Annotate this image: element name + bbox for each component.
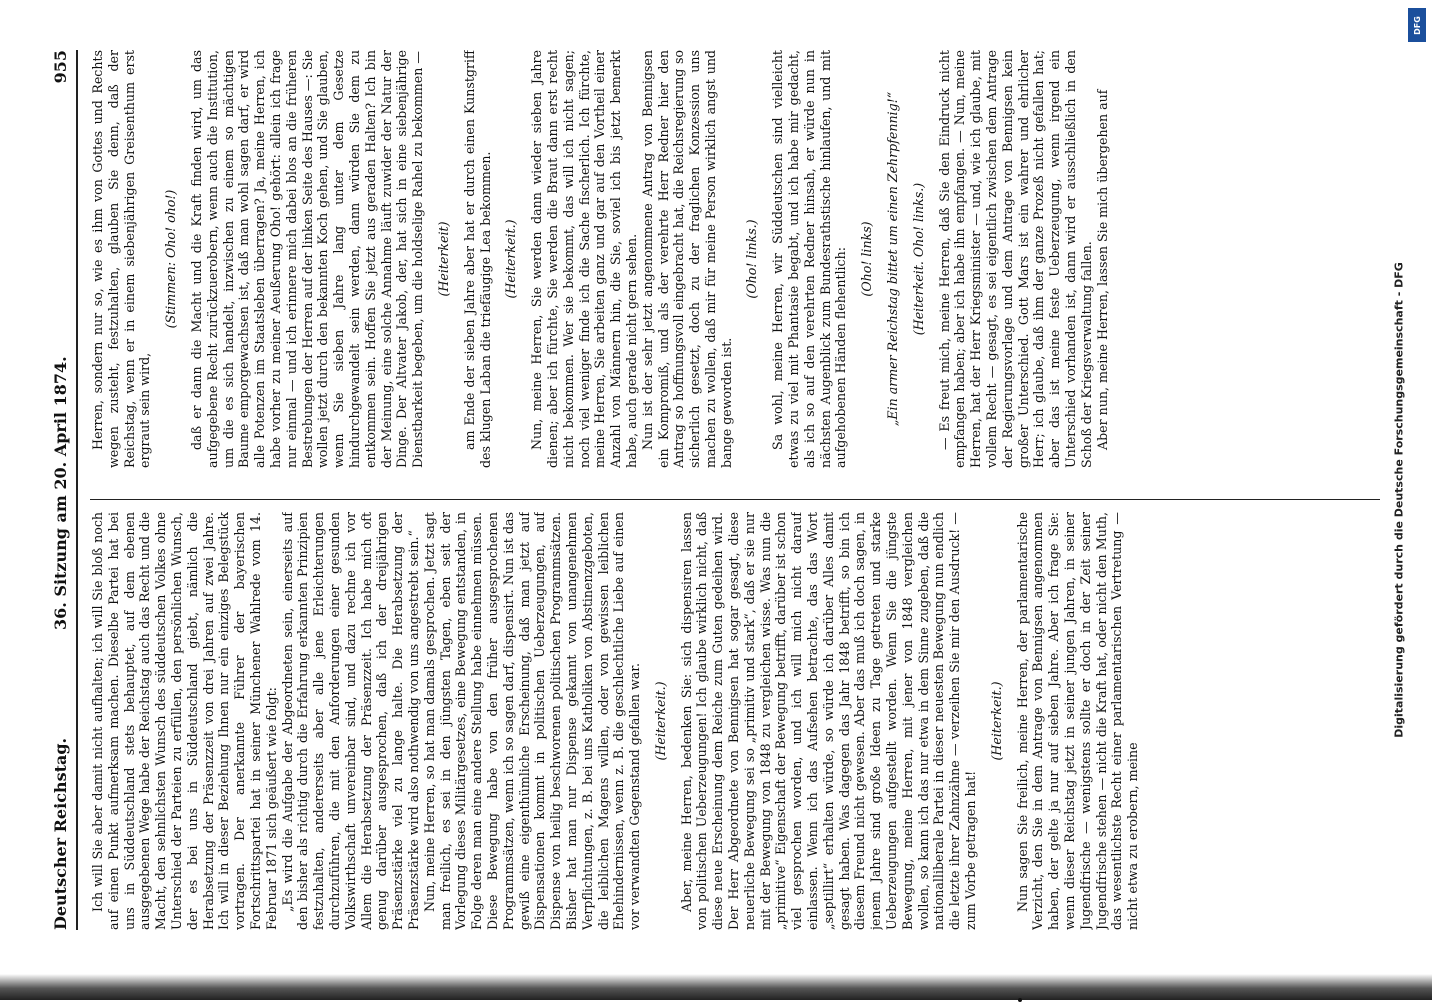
interjection: (Oho! links)	[859, 221, 875, 297]
credit-text: Digitalisierung gefördert durch die Deutsche Forschungsgemeinschaft - DFG	[1392, 262, 1406, 738]
paragraph: Herren, sondern nur so, wie es ihm von Gottes und Rechts wegen zusteht, festzuhalten, glauben Sie denn, daß der Reichstag, wenn er in einem siebenjährigen Greisenthum erst ergraut sein wird,	[90, 50, 153, 468]
paragraph: Nun sagen Sie freilich, meine Herren, der parlamentarische Verzicht, den Sie in dem Antrage von Bennigsen angenommen haben, der gelte ja nur auf sieben Jahre. Aber ich frage Sie: wenn dieser Reichstag jetzt in seiner jungen Jahren, in seiner Jugendfrische — wenigstens sollte er doch in der Zeit seiner Jugendfrische stehen — nicht die Kraft hat, oder nicht den Muth, das wesentlichste Recht einer parlamentarischen Vertretung — nicht etwa zu erobern, meine	[1014, 512, 1141, 930]
paragraph: Sa wohl, meine Herren, wir Süddeutschen sind vielleicht etwas zu viel mit Phantasie begabt, und ich habe mir gedacht, als ich so auf den verehrten Redner hinsah, er würde nun in nächsten Augenblick zum Bundesrathstische hinlaufen, und mit aufgehobenen Händen flehentlich:	[770, 50, 849, 468]
interjection: (Stimmen: Oho! oho!)	[163, 189, 179, 329]
binding-shadow	[0, 974, 1432, 1000]
digitization-credit	[1386, 20, 1412, 980]
publication-title: Deutscher Reichstag.	[51, 737, 70, 930]
interjection: (Heiterkeit.)	[652, 681, 668, 761]
paragraph: Nun, meine Herren, Sie werden dann wieder sieben Jahre dienen; aber ich fürchte, Sie werden die Braut dann erst recht nicht bekommen. Wer sie bekommt, das will ich nicht sagen; noch viel weniger finde ich die Sache fischerlich. Ich fürchte, meine Herren, Sie arbeiten ganz und gar auf den Vortheil einer Anzahl von Männern hin, die Sie, soviel ich bis jetzt bemerkt habe, auch gerade nicht gern sehen.	[529, 50, 639, 468]
paragraph: Ich will Sie aber damit nicht aufhalten; ich will Sie bloß noch auf einen Punkt aufmerksam machen. Dieselbe Partei hat bei uns in Süddeutschland stets behauptet, auf dem ebenen ausgegebenen Wege habe der Reichstag auch das Recht und die Macht, den sehnlichsten Wunsch des süddeutschen Volkes ohne Unterschied der Parteien zu erfüllen, den persönlichen Wunsch, der es bei uns in Süddeutschland giebt, nämlich die Herabsetzung der Präsenzzeit von drei Jahren auf zwei Jahre. Ich will in dieser Beziehung Ihnen nur ein einziges Belegstück vortragen. Der anerkannte Führer der bayerischen Fortschrittspartei hat in seiner Münchener Wahlrede vom 14. Februar 1871 sich geäußert wie folgt:	[90, 512, 279, 930]
paragraph: daß er dann die Macht und die Kraft finden wird, um das aufgegebene Recht zurückzuerobern, wenn auch die Institution, um die es sich handelt, inzwischen zu einem so mächtigen Baume emporgewachsen ist, daß man wohl sagen darf, er wird alle Potenzen im Staatsleben überragen? Ja, meine Herren, ich habe vorher zu meiner Aeußerung Oho! gehört: allein ich frage nur einmal — und ich erinnere mich dabei blos an die früheren Bestrebungen der Herren auf der linken Seite des Hauses —: Sie wollen jetzt durch den bekannten Koch gehen, und Sie glauben, wenn Sie sieben Jahre lang unter dem Gesetze hindurchgewandelt sein werden, dann würden Sie dem zu entkommen sein. Hoffen Sie jetzt aus geraden Halten? Ich bin der Meinung, eine solche Annahme läuft zuwider der Natur der Dinge. Der Altvater Jakob, der, hat sich in eine siebenjährige Dienstbarkeit begeben, um die holdselige Rahel zu bekommen —	[188, 50, 426, 468]
paragraph: Nun ist der sehr jetzt angenommene Antrag von Bennigsen ein Kompromiß, und als der verehrte Herr Redner hier den Antrag so hoffnungsvoll eingebracht hat, die Reichsregierung so sicherlich gesetzt, doch zu der fraglichen Konzession uns machen zu wollen, daß mir für meine Person wirklich angst und bange geworden ist.	[639, 50, 734, 468]
page-number: 955	[51, 50, 70, 84]
interjection: (Heiterkeit.)	[503, 219, 519, 299]
page-header	[40, 50, 78, 930]
paragraph: „Es wird die Aufgabe der Abgeordneten sein, einerseits auf den bisher als richtig durch die Erfahrung erkannten Prinzipien festzuhalten, andererseits aber alle jene Erleichterungen durchzuführen, die mit den Anforderungen einer gesunden Volkswirthschaft unvereinbar sind, und dazu rechne ich vor Allem die Herabsetzung der Präsenzzeit. Ich habe mich oft genug darüber ausgesprochen, daß ich der dreijährigen Präsenzstärke viel zu lange halte. Die Herabsetzung der Präsenzstärke wird also nothwendig von uns angestrebt sein.“	[279, 512, 421, 930]
paragraph: am Ende der sieben Jahre aber hat er durch einen Kunstgriff des klugen Laban die triefäugige Lea bekommen.	[461, 50, 493, 468]
interjection: (Oho! links.)	[744, 219, 760, 299]
quote: „Ein armer Reichstag bittet um einen Zehrpfennig!“	[885, 91, 901, 427]
left-column	[90, 512, 1380, 930]
paragraph: Nun, meine Herren, so hat man damals gesprochen. Jetzt sagt man freilich, es sei in den jüngsten Tagen, eben seit der Vorlegung dieses Militärgesetzes, eine Bewegung entstanden, in Folge deren man eine andere Stellung habe einnehmen müssen. Diese Bewegung habe von den früher ausgesprochenen Programmsätzen, wenn ich so sagen darf, dispensirt. Nun ist das gewiß eine eigenthümliche Erscheinung, daß man jetzt auf Dispensationen kommt in politischen Ueberzeugungen, auf Dispense von heilig beschworenen politischen Programmsätzen. Bisher hat man nur Dispense gekannt von unangenehmen Verpflichtungen, z. B. bei uns Katholiken von Abstinenzgeboten, die leiblichen Magens willen, oder von gewissen leiblichen Ehehindernissen, wenn z. B. die geschlechtliche Liebe auf einen vor verwandten Gegenstand gefallen war.	[421, 512, 643, 930]
paragraph: Aber, meine Herren, bedenken Sie: sich dispensiren lassen von politischen Ueberzeugungen! Ich glaube wirklich nicht, daß diese neue Erscheinung dem Reiche zum Guten gedeihen wird. Der Herr Abgeordnete von Bennigsen hat sogar gesagt, diese neuerliche Bewegung sei so „primitiv und stark“, daß er sie nur mit der Bewegung von 1848 zu vergleichen wisse. Was nun die „primitive“ Eigenschaft der Bewegung betrifft, darüber ist schon viel gesprochen worden, und ich will mich nicht darauf einlassen. Wenn ich das Aufsehen betrachte, das das Wort „septillirt“ erhalten würde, so würde ich darüber Alles damit gesagt haben. Was dagegen das Jahr 1848 betrifft, so bin ich diesem Freund nicht gewesen. Aber das muß ich doch sagen, in jenem Jahre sind große Ideen zu Tage getreten und starke Ueberzeugungen aufgestellt worden. Wenn Sie die jüngste Bewegung, meine Herren, mit jener von 1848 vergleichen wollen, so kann ich das nur etwa in dem Sinne zugeben, daß die nationalliberale Partei in dieser neuesten Bewegung nun endlich die letzte ihrer Zahnzähne — verzeihen Sie mir den Ausdruck! — zum Vorbe getragen hat!	[678, 512, 979, 930]
interjection: (Heiterkeit.)	[988, 681, 1004, 761]
column-divider	[90, 499, 1380, 500]
scan-speck	[1018, 998, 1022, 1002]
right-column	[90, 50, 1380, 468]
dfg-logo: DFG	[1408, 8, 1426, 42]
interjection: (Heiterkeit)	[435, 221, 451, 297]
paragraph: — Es freut mich, meine Herren, daß Sie den Eindruck nicht empfangen haben; aber ich habe ihn empfangen. — Nun, meine Herren, hat der Herr Kriegsminister — und, wie ich glaube, mit vollem Recht — gesagt, es sei eigentlich zwischen dem Antrage der Regierungsvorlage und dem Antrage von Bennigsen kein großer Unterschied. Gott Mars ist ein wahrer und ehrlicher Herr; ich glaube, daß ihm der ganze Prozeß nicht gefallen hat; aber das ist meine feste Ueberzeugung, wenn irgend ein Unterschied vorhanden ist, dann wird er ausschließlich in den Schoß der Kriegsverwaltung fallen.	[936, 50, 1094, 468]
paragraph: Aber nun, meine Herren, lassen Sie mich übergehen auf	[1094, 89, 1110, 450]
interjection: (Heiterkeit. Oho! links.)	[910, 182, 926, 336]
session-title: 36. Sitzung am 20. April 1874.	[51, 356, 70, 630]
